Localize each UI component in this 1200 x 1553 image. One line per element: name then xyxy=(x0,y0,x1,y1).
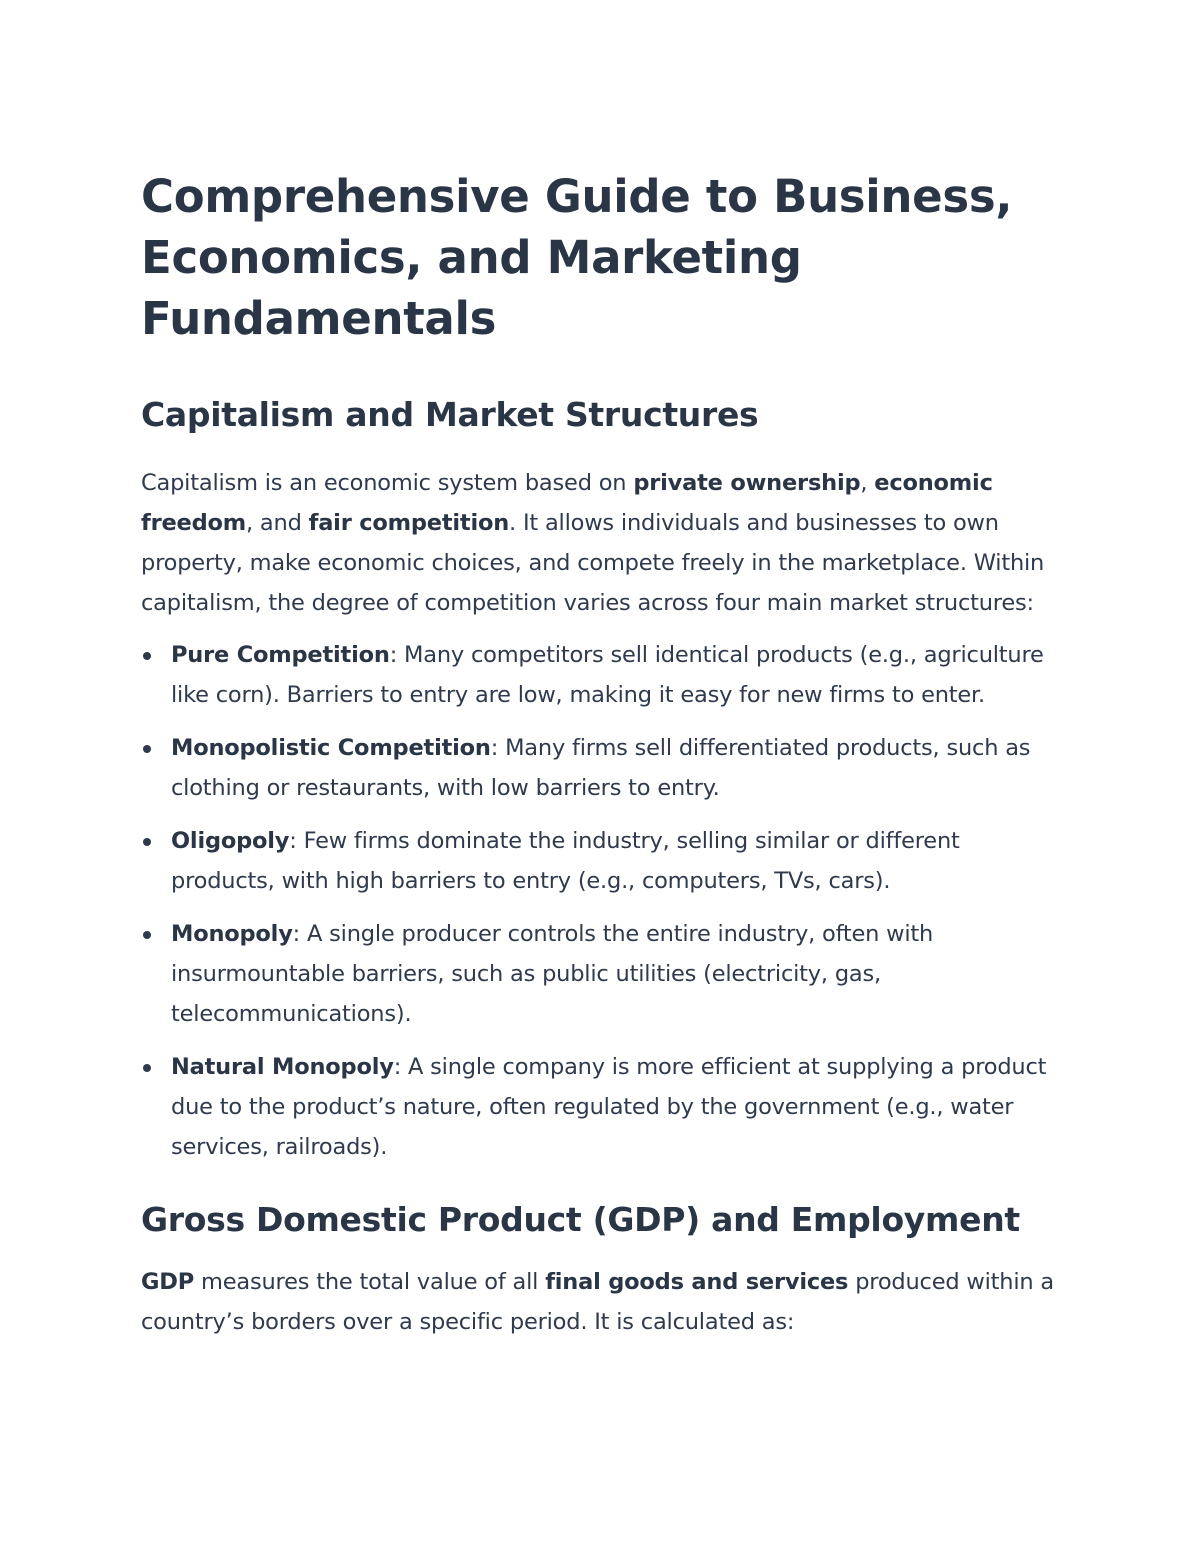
list-item xyxy=(141,914,1061,1034)
intro-text: , xyxy=(860,470,875,496)
list-item xyxy=(141,635,1061,715)
intro-text: . It allows individuals and businesses to own property, make economic choices, and compete freely in the marketplace. Within capitalism, the degree of competition varies across four main market structures: xyxy=(141,510,1045,616)
intro-text: produced within a country’s borders over a specific period. It is calculated as: xyxy=(141,1269,1054,1335)
list-item-term: Natural Monopoly xyxy=(171,1054,394,1080)
list-item-term: Monopolistic Competition xyxy=(171,735,491,761)
gdp-intro-paragraph xyxy=(141,1262,1061,1342)
list-item-term: Oligopoly xyxy=(171,828,290,854)
intro-text: , and xyxy=(246,510,309,536)
list-item xyxy=(141,821,1061,901)
list-item-text: : Many competitors sell identical products (e.g., agriculture like corn). Barriers to entry are low, making it easy for new firms to enter. xyxy=(171,642,1044,708)
section-heading-gdp: Gross Domestic Product (GDP) and Employment xyxy=(141,1200,1020,1239)
capitalism-intro-paragraph xyxy=(141,463,1061,623)
bold-term: final goods and services xyxy=(545,1269,849,1295)
bullet-icon xyxy=(143,745,151,753)
list-item xyxy=(141,1047,1061,1167)
list-item-text: : Few firms dominate the industry, selling similar or different products, with high barriers to entry (e.g., computers, TVs, cars). xyxy=(171,828,960,894)
list-item-text: : Many firms sell differentiated products, such as clothing or restaurants, with low barriers to entry. xyxy=(171,735,1031,801)
list-item-term: Monopoly xyxy=(171,921,293,947)
list-item-text: : A single company is more efficient at supplying a product due to the product’s nature, often regulated by the government (e.g., water services, railroads). xyxy=(171,1054,1047,1160)
bold-term: fair competition xyxy=(308,510,510,536)
section-heading-capitalism: Capitalism and Market Structures xyxy=(141,395,759,434)
intro-text: measures the total value of all xyxy=(194,1269,546,1295)
bold-term: economic freedom xyxy=(141,470,993,536)
document-title: Comprehensive Guide to Business, Economics, and Marketing Fundamentals xyxy=(141,170,1013,345)
intro-text: Capitalism is an economic system based on xyxy=(141,470,634,496)
bold-term: GDP xyxy=(141,1269,195,1295)
market-structures-list xyxy=(141,635,1061,1167)
bullet-icon xyxy=(143,1064,151,1072)
list-item-term: Pure Competition xyxy=(171,642,390,668)
bold-term: private ownership xyxy=(633,470,861,496)
list-item xyxy=(141,728,1061,808)
bullet-icon xyxy=(143,652,151,660)
bullet-icon xyxy=(143,931,151,939)
bullet-icon xyxy=(143,838,151,846)
list-item-text: : A single producer controls the entire industry, often with insurmountable barriers, such as public utilities (electricity, gas, telecommunications). xyxy=(171,921,934,1027)
document-page xyxy=(141,166,1061,1342)
